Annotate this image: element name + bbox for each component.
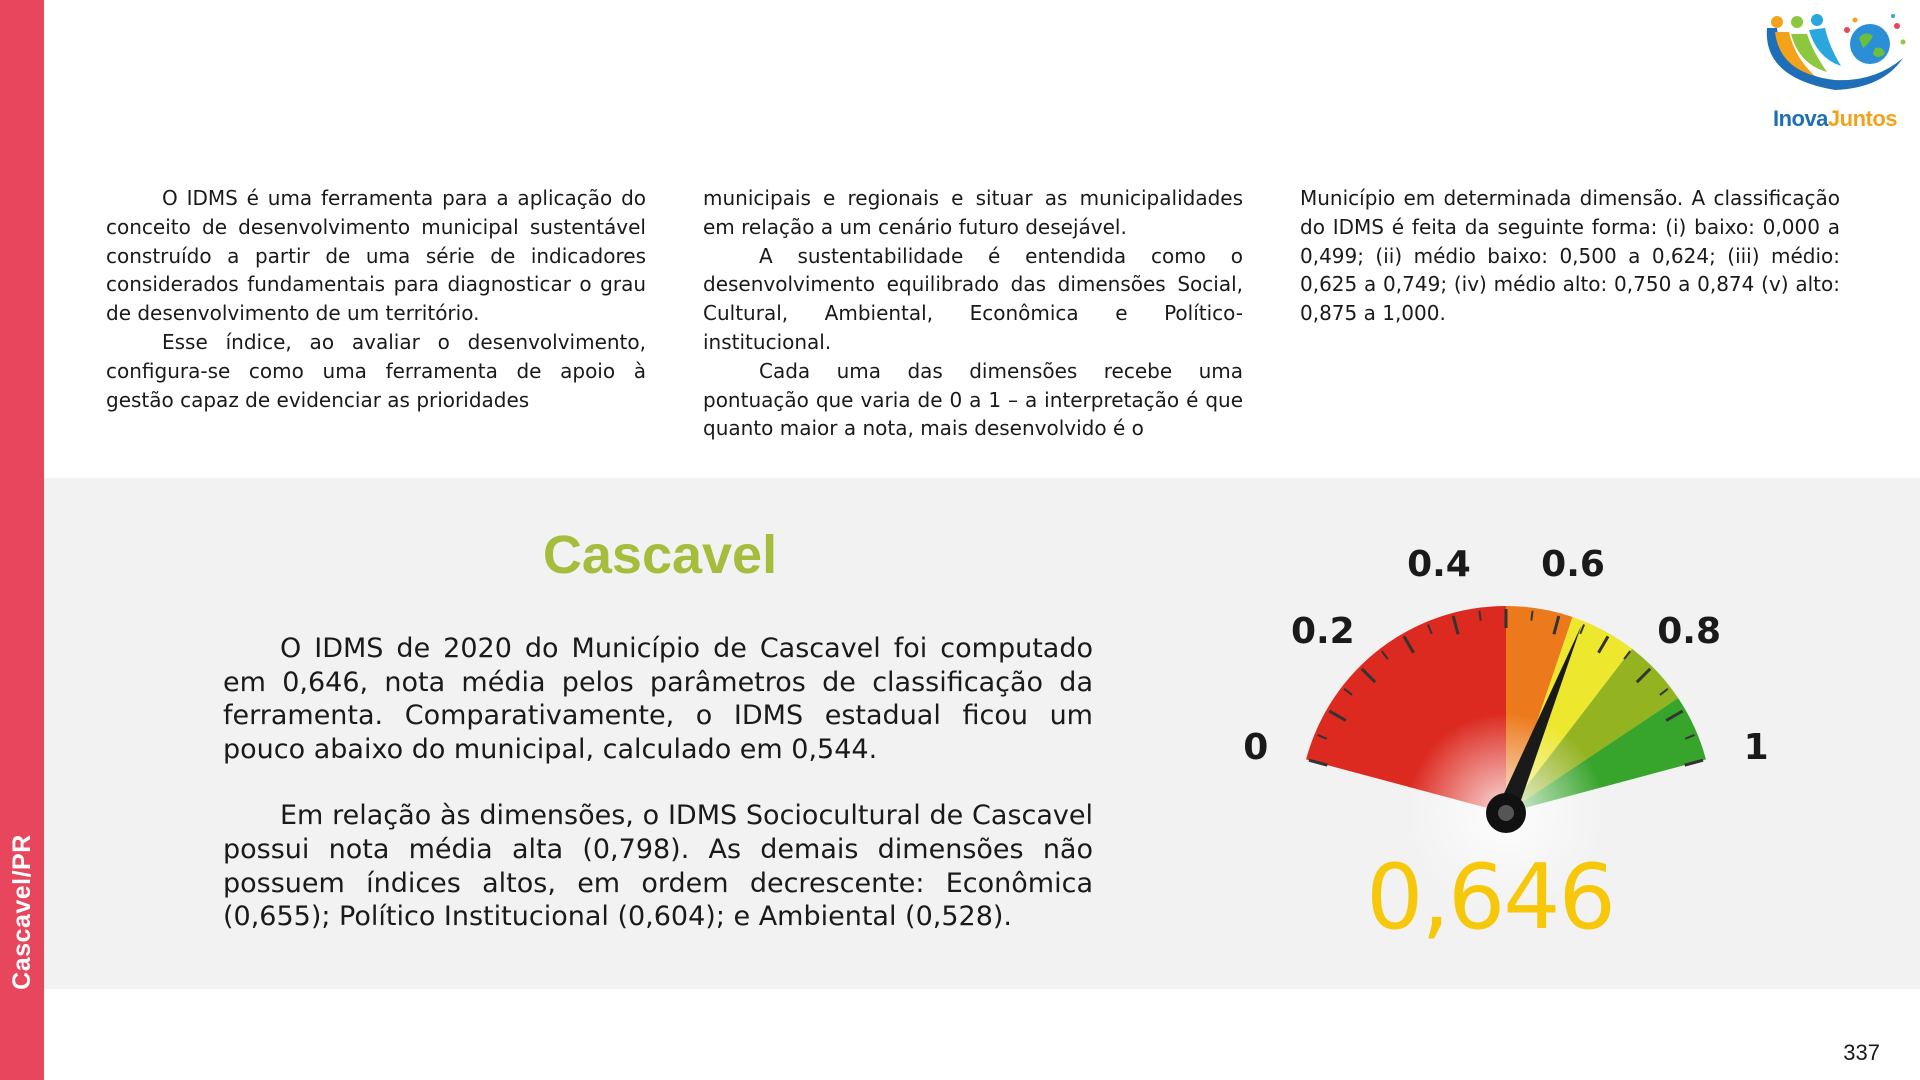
logo-text-inova: Inova (1772, 106, 1828, 131)
intro-paragraph: Município em determinada dimensão. A classificação do IDMS é feita da seguinte forma: (i) baixo: 0,000 a 0,499; (ii) médio baixo: 0,500 a 0,624; (iii) médio: 0,625 a 0,749; (iv) médio alto: 0,750 a 0,874 (v) alto: 0,875 a 1,000. (1300, 186, 1840, 326)
intro-column-3 (1300, 184, 1840, 328)
logo-wordmark (1755, 106, 1915, 132)
intro-paragraph: O IDMS é uma ferramenta para a aplicação do conceito de desenvolvimento municipal sustentável construído a partir de uma série de indicadores considerados fundamentais para diagnosticar o grau de desenvolvimento de um território. (106, 186, 646, 326)
intro-paragraph: municipais e regionais e situar as municipalidades em relação a um cenário futuro desejável. (703, 186, 1243, 239)
inova-juntos-logo (1755, 8, 1915, 138)
gauge-value: 0,646 (1366, 845, 1614, 950)
city-paragraph: O IDMS de 2020 do Município de Cascavel foi computado em 0,646, nota média pelos parâmetros de classificação da ferramenta. Comparativamente, o IDMS estadual ficou um pouco abaixo do municipal, calculado em 0,544. (223, 633, 1093, 765)
gauge-hub-center (1498, 805, 1514, 821)
gauge-scale-label: 0 (1243, 726, 1269, 768)
gauge-scale-label: 0.2 (1290, 610, 1355, 652)
intro-paragraph: A sustentabilidade é entendida como o desenvolvimento equilibrado das dimensões Social, Cultural, Ambiental, Econômica e Político-institucional. (703, 243, 1243, 354)
logo-emblem-icon (1755, 8, 1915, 108)
gauge-scale-label: 0.6 (1541, 543, 1605, 585)
intro-column-2 (703, 184, 1243, 443)
gauge-scale-label: 0.4 (1407, 543, 1471, 585)
intro-paragraph: Cada uma das dimensões recebe uma pontuação que varia de 0 a 1 – a interpretação é que quanto maior a nota, mais desenvolvido é o (703, 358, 1243, 441)
gauge-tick (1531, 611, 1532, 621)
gauge-tick (1479, 611, 1480, 621)
city-title: Cascavel (542, 525, 778, 585)
intro-column-1 (106, 184, 646, 414)
logo-text-juntos: Juntos (1827, 106, 1898, 131)
side-label: Cascavel/PR (8, 834, 36, 990)
gauge-scale-label: 0.8 (1657, 610, 1722, 652)
city-body-text (223, 632, 1093, 934)
city-paragraph: Em relação às dimensões, o IDMS Sociocultural de Cascavel possui nota média alta (0,798). As demais dimensões não possuem índices altos, em ordem decrescente: Econômica (0,655); Político Institucional (0,604); e Ambiental (0,528). (223, 800, 1093, 933)
intro-paragraph: Esse índice, ao avaliar o desenvolvimento, configura-se como uma ferramenta de apoio à gestão capaz de evidenciar as prioridades (106, 329, 646, 412)
page-number: 337 (1843, 1040, 1880, 1065)
gauge-scale-label: 1 (1743, 726, 1769, 768)
